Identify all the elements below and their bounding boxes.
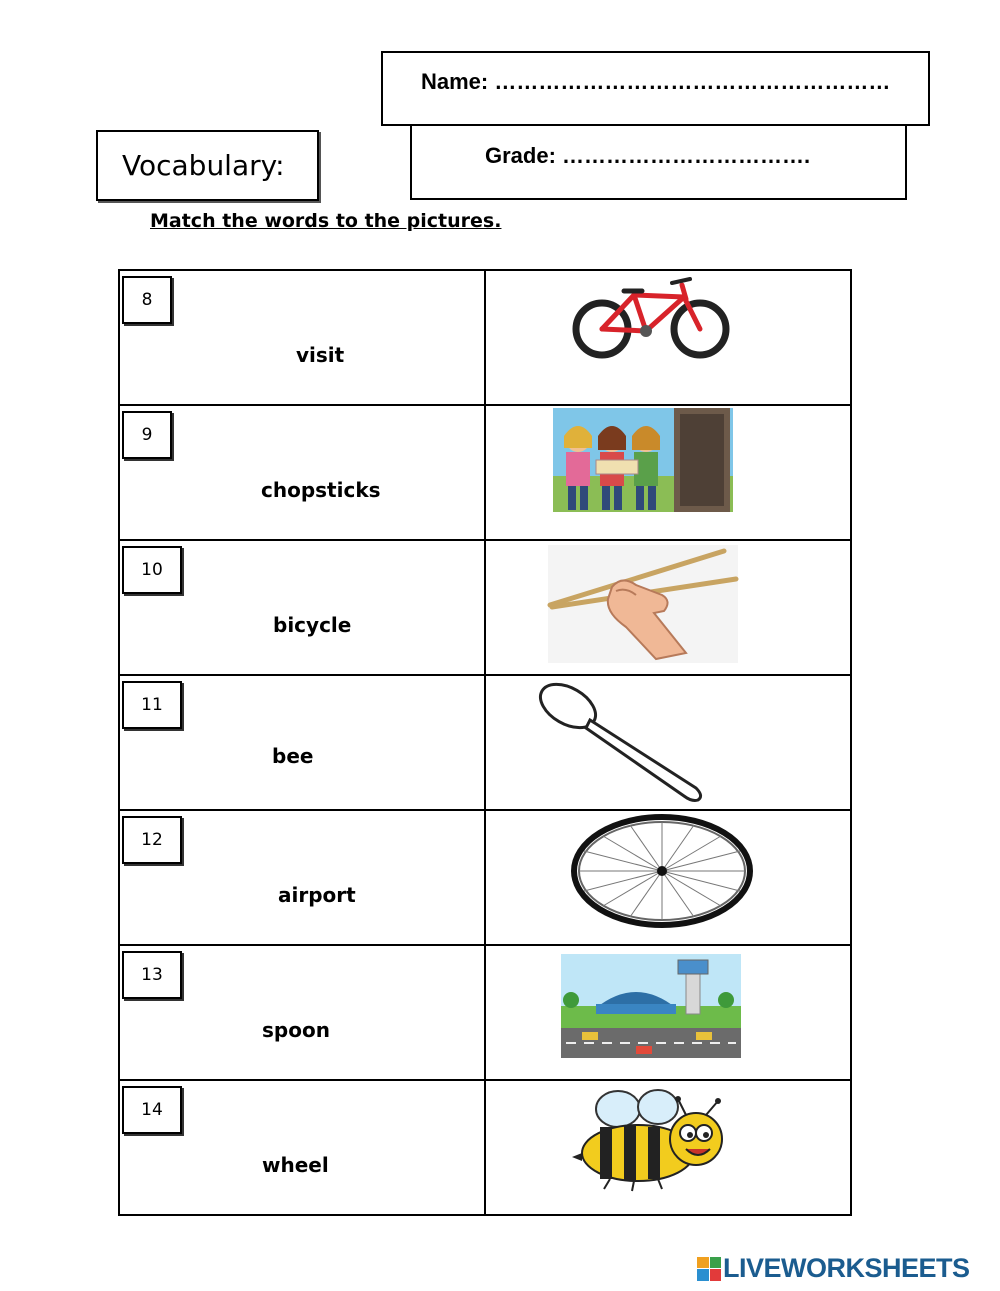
word-cell <box>119 945 485 1080</box>
liveworksheets-logo-icon <box>697 1257 721 1281</box>
word-label[interactable]: bee <box>272 744 314 768</box>
spoon-icon <box>486 676 852 811</box>
word-label[interactable]: chopsticks <box>261 478 381 502</box>
table-row <box>119 1080 851 1215</box>
bicycle-icon <box>486 271 852 406</box>
item-number-box: 9 <box>122 411 172 459</box>
item-number-box: 10 <box>122 546 182 594</box>
chopsticks-icon <box>486 541 852 676</box>
picture-cell[interactable] <box>485 810 851 945</box>
matching-table <box>118 269 852 1216</box>
item-number-box: 13 <box>122 951 182 999</box>
table-row <box>119 675 851 810</box>
word-cell <box>119 270 485 405</box>
table-row <box>119 405 851 540</box>
airport-icon <box>486 946 852 1081</box>
picture-cell[interactable] <box>485 1080 851 1215</box>
picture-cell[interactable] <box>485 945 851 1080</box>
table-row <box>119 810 851 945</box>
vocabulary-title-box <box>96 130 319 201</box>
item-number-box: 11 <box>122 681 182 729</box>
table-row <box>119 540 851 675</box>
word-cell <box>119 405 485 540</box>
word-label[interactable]: airport <box>278 883 356 907</box>
friends-at-door-icon <box>486 406 852 541</box>
item-number-box: 8 <box>122 276 172 324</box>
word-cell <box>119 540 485 675</box>
table-row <box>119 945 851 1080</box>
picture-cell[interactable] <box>485 540 851 675</box>
item-number-box: 14 <box>122 1086 182 1134</box>
word-label[interactable]: visit <box>296 343 345 367</box>
bee-icon <box>486 1081 852 1216</box>
picture-cell[interactable] <box>485 405 851 540</box>
word-cell <box>119 675 485 810</box>
page-title: Vocabulary: <box>122 149 285 182</box>
word-label[interactable]: spoon <box>262 1018 330 1042</box>
wheel-icon <box>486 811 852 946</box>
liveworksheets-logo[interactable] <box>697 1253 970 1284</box>
word-cell <box>119 810 485 945</box>
word-cell <box>119 1080 485 1215</box>
picture-cell[interactable] <box>485 270 851 405</box>
item-number-box: 12 <box>122 816 182 864</box>
brand-name: LIVEWORKSHEETS <box>723 1253 970 1283</box>
word-label[interactable]: bicycle <box>273 613 352 637</box>
grade-field-label[interactable]: Grade: ……………………………. <box>485 143 811 168</box>
table-row <box>119 270 851 405</box>
picture-cell[interactable] <box>485 675 851 810</box>
instruction-text: Match the words to the pictures. <box>150 210 502 232</box>
name-field-label[interactable]: Name: ……………………………………………… <box>421 69 891 94</box>
word-label[interactable]: wheel <box>262 1153 329 1177</box>
